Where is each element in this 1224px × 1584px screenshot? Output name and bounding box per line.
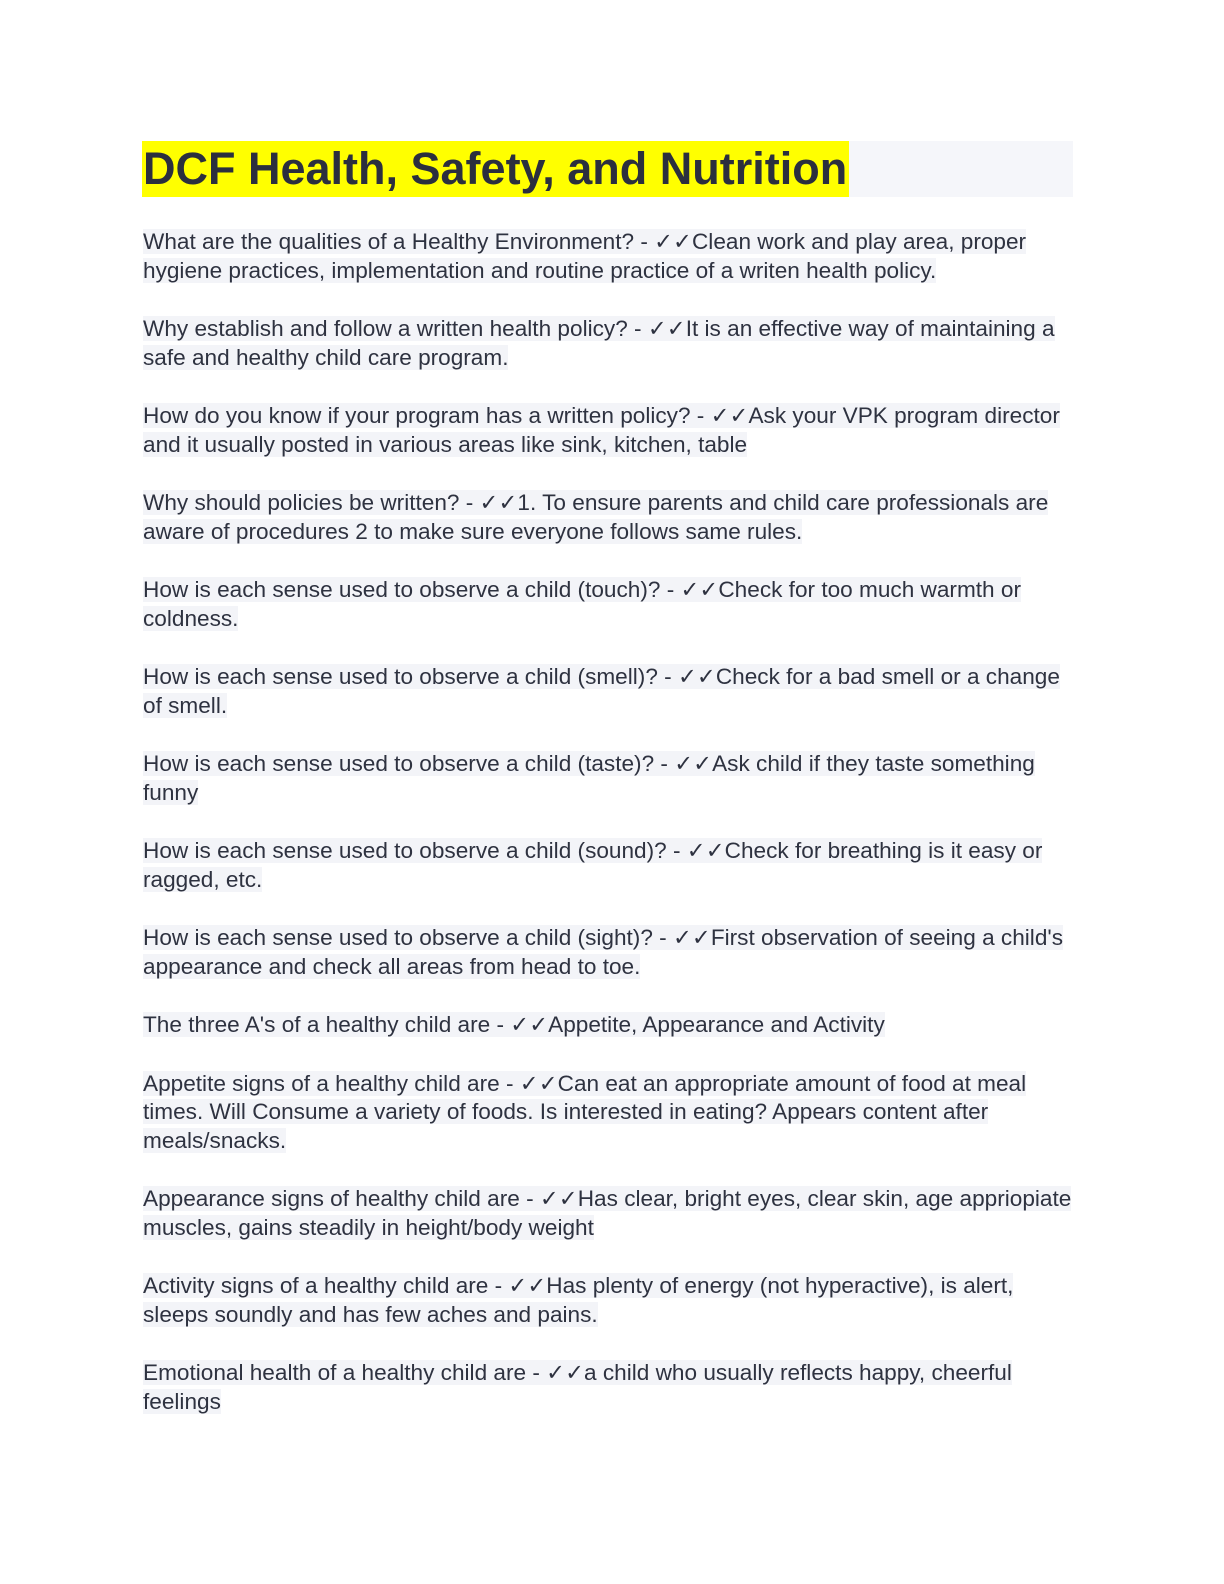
qa-item bbox=[143, 924, 1083, 981]
qa-item bbox=[143, 837, 1083, 894]
qa-text: How is each sense used to observe a child (sound)? - ✓✓Check for breathing is it easy or ragged, etc. bbox=[143, 838, 1043, 892]
qa-item bbox=[143, 576, 1083, 633]
qa-item bbox=[143, 402, 1083, 459]
qa-item bbox=[143, 1185, 1083, 1242]
qa-item bbox=[143, 228, 1083, 285]
qa-text: Why establish and follow a written health policy? - ✓✓It is an effective way of maintaining a safe and healthy child care program. bbox=[143, 316, 1055, 370]
qa-text: Emotional health of a healthy child are - ✓✓a child who usually reflects happy, cheerful feelings bbox=[143, 1360, 1012, 1414]
qa-text: The three A's of a healthy child are - ✓✓Appetite, Appearance and Activity bbox=[143, 1012, 885, 1037]
qa-text: Why should policies be written? - ✓✓1. To ensure parents and child care professionals are aware of procedures 2 to make sure everyone follows same rules. bbox=[143, 490, 1049, 544]
qa-text: What are the qualities of a Healthy Environment? - ✓✓Clean work and play area, proper hygiene practices, implementation and routine practice of a writen health policy. bbox=[143, 229, 1027, 283]
qa-text: Activity signs of a healthy child are - ✓✓Has plenty of energy (not hyperactive), is alert, sleeps soundly and has few aches and pains. bbox=[143, 1273, 1014, 1327]
qa-text: Appetite signs of a healthy child are - ✓✓Can eat an appropriate amount of food at meal times. Will Consume a variety of foods. Is interested in eating? Appears content after meals/snacks. bbox=[143, 1070, 1027, 1153]
qa-item bbox=[143, 1359, 1083, 1416]
qa-item bbox=[143, 1011, 1083, 1040]
qa-list bbox=[143, 228, 1083, 1446]
qa-text: How is each sense used to observe a child (touch)? - ✓✓Check for too much warmth or coldness. bbox=[143, 577, 1021, 631]
qa-item bbox=[143, 315, 1083, 372]
qa-item bbox=[143, 750, 1083, 807]
qa-item bbox=[143, 1070, 1083, 1156]
qa-text: How is each sense used to observe a child (taste)? - ✓✓Ask child if they taste something funny bbox=[143, 751, 1035, 805]
qa-text: Appearance signs of healthy child are - ✓✓Has clear, bright eyes, clear skin, age appriopiate muscles, gains steadily in height/body weight bbox=[143, 1186, 1072, 1240]
qa-item bbox=[143, 489, 1083, 546]
qa-text: How is each sense used to observe a child (smell)? - ✓✓Check for a bad smell or a change of smell. bbox=[143, 664, 1060, 718]
document-title: DCF Health, Safety, and Nutrition bbox=[142, 141, 849, 197]
qa-item bbox=[143, 663, 1083, 720]
qa-text: How is each sense used to observe a child (sight)? - ✓✓First observation of seeing a child's appearance and check all areas from head to toe. bbox=[143, 925, 1064, 979]
qa-item bbox=[143, 1272, 1083, 1329]
qa-text: How do you know if your program has a written policy? - ✓✓Ask your VPK program director and it usually posted in various areas like sink, kitchen, table bbox=[143, 403, 1060, 457]
